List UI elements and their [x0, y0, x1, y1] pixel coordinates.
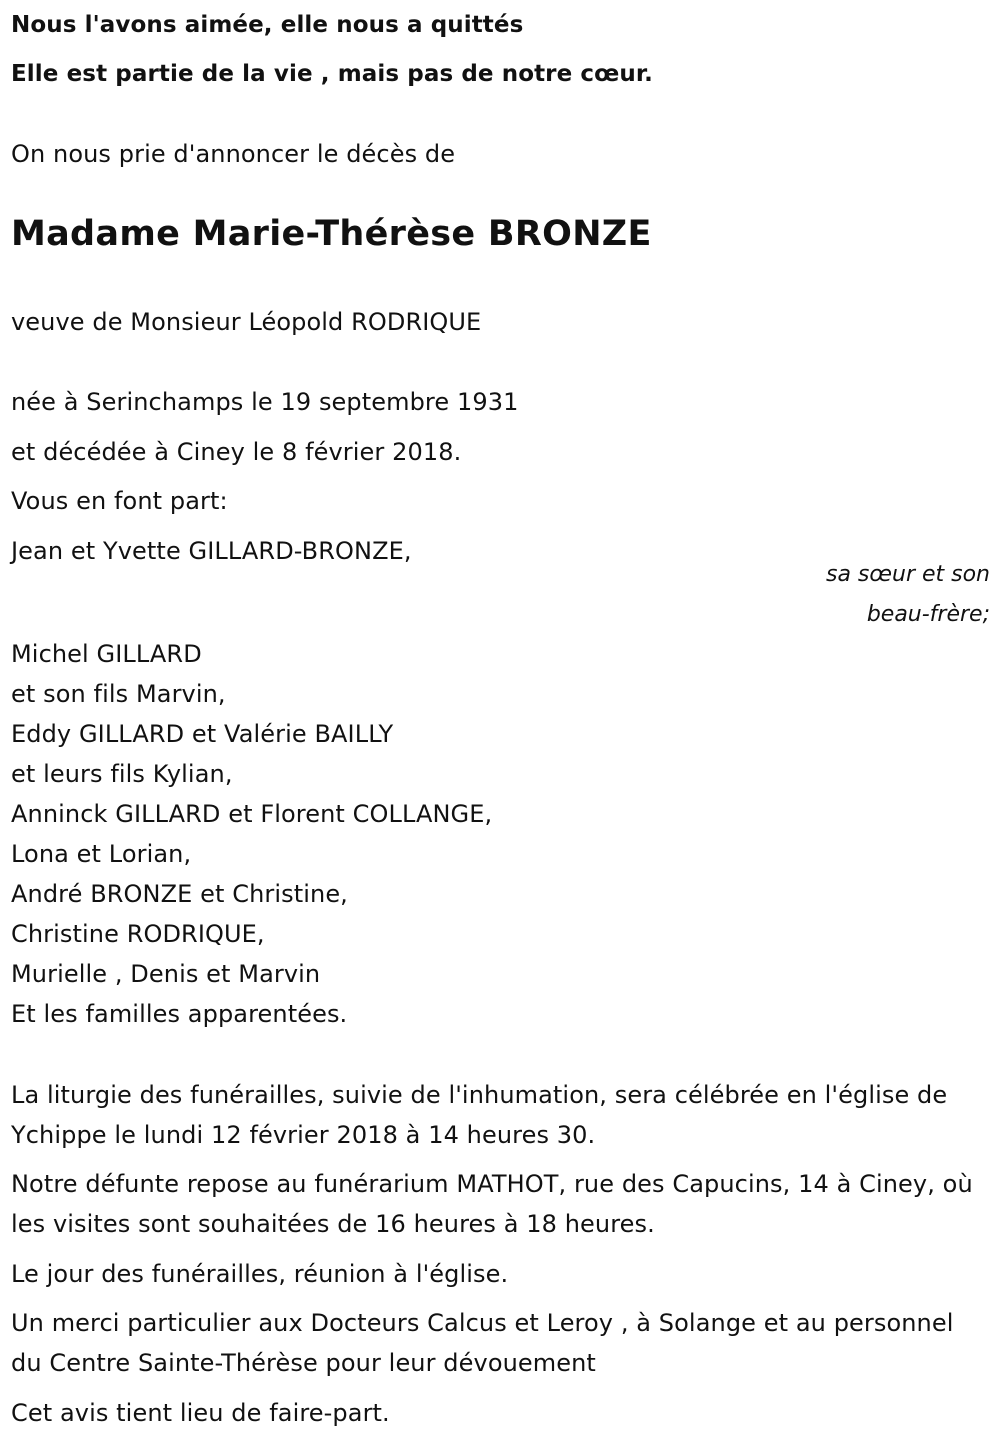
spouse-text: veuve de Monsieur Léopold RODRIQUE	[11, 308, 482, 336]
family-first-relation-line-2: beau-frère;	[866, 602, 990, 627]
family-member: Anninck GILLARD et Florent COLLANGE,	[11, 800, 493, 828]
closing-paragraph: Cet avis tient lieu de faire-part.	[11, 1399, 390, 1427]
epigraph-line-2: Elle est partie de la vie , mais pas de notre cœur.	[11, 61, 653, 87]
deceased-name: Madame Marie-Thérèse BRONZE	[11, 214, 652, 254]
thanks-paragraph: Un merci particulier aux Docteurs Calcus et Leroy , à Solange et au personnel du Centre Sainte-Thérèse pour leur dévouement	[11, 1309, 954, 1377]
birth-text: née à Serinchamps le 19 septembre 1931	[11, 388, 519, 416]
family-member: et leurs fils Kylian,	[11, 760, 233, 788]
family-member: Eddy GILLARD et Valérie BAILLY	[11, 720, 394, 748]
death-text: et décédée à Ciney le 8 février 2018.	[11, 438, 462, 466]
family-member: André BRONZE et Christine,	[11, 880, 348, 908]
rest-paragraph: Notre défunte repose au funérarium MATHOT, rue des Capucins, 14 à Ciney, où les visites sont souhaitées de 16 heures à 18 heures.	[11, 1170, 973, 1238]
notify-intro: Vous en font part:	[11, 487, 228, 515]
family-member: Et les familles apparentées.	[11, 1000, 348, 1028]
liturgy-paragraph: La liturgie des funérailles, suivie de l'inhumation, sera célébrée en l'église de Ychippe le lundi 12 février 2018 à 14 heures 30.	[11, 1081, 948, 1149]
epigraph-line-1: Nous l'avons aimée, elle nous a quittés	[11, 12, 524, 38]
family-member: Murielle , Denis et Marvin	[11, 960, 321, 988]
family-first-relation-line-1: sa sœur et son	[825, 562, 990, 587]
family-member: Lona et Lorian,	[11, 840, 192, 868]
family-member: Christine RODRIQUE,	[11, 920, 265, 948]
announcement-text: On nous prie d'annoncer le décès de	[11, 140, 456, 168]
meeting-paragraph: Le jour des funérailles, réunion à l'église.	[11, 1260, 509, 1288]
family-member: et son fils Marvin,	[11, 680, 226, 708]
family-first-entry: Jean et Yvette GILLARD-BRONZE,	[11, 537, 412, 565]
family-member: Michel GILLARD	[11, 640, 202, 668]
